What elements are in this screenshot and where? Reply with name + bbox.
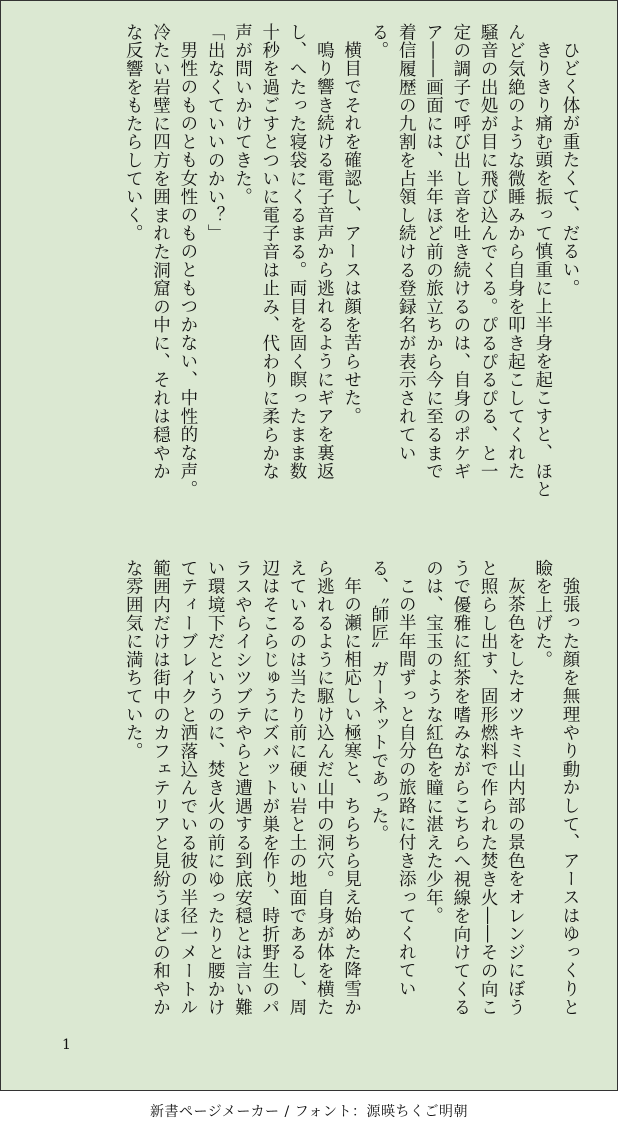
credit-line: 新書ページメーカー / フォント：源暎ちくご明朝	[150, 1104, 468, 1120]
text-column-top	[39, 23, 583, 498]
text-column-bottom	[39, 559, 583, 1019]
paragraph: 鳴り響き続ける電子音声から逃れるようにギアを裏返し、へたった寝袋にくるまる。両目を固く瞑ったまま数十秒を過ごすとついに電子音は止み、代わりに柔らかな声が問いかけてきた。	[232, 23, 335, 481]
paragraph: 灰茶色をしたオツキミ山内部の景色をオレンジにぼうと照らし出す、固形燃料で作られた焚き火――その向こうで優雅に紅茶を嗜みながらこちらへ視線を向けてくるのは、宝玉のような紅色を瞳に湛えた少年。	[423, 559, 526, 1017]
paragraph: 年の瀬に相応しい極寒と、ちらちら見え始めた降雪から逃れるように駆け込んだ山中の洞穴。自身が体を横たえているのは当たり前に硬い岩と土の地面であるし、周辺はそこらじゅうにズバットが巣を作り、時折野生のパラスやらイシツブテやらと遭遇する到底安穏とは言い難い環境下だというのに、焚き火の前にゆったりと腰かけてティーブレイクと洒落込んでいる彼の半径一メートル範囲内だけは街中のカフェテリアと見紛うほどの和やかな雰囲気に満ちていた。	[123, 559, 362, 1017]
paragraph: この半年間ずっと自分の旅路に付き添ってくれている、〝師匠〟ガーネットであった。	[368, 559, 417, 998]
paragraph: 横目でそれを確認し、アースは顔を苦らせた。	[341, 40, 362, 425]
paragraph: ひどく体が重たくて、だるい。	[560, 40, 580, 297]
page-number: 1	[62, 1037, 71, 1053]
paragraph: 強張った顔を無理やり動かして、アースはゆっくりと瞼を上げた。	[532, 559, 580, 1016]
dialogue-line: 「出なくていいのかい？」	[205, 23, 226, 243]
paragraph: 男性のものとも女性のものともつかない、中性的な声。冷たい岩壁に四方を囲まれた洞窟の中に、それは穏やかな反響をもたらしていく。	[123, 23, 198, 498]
paragraph: きりきり痛む頭を振って慎重に上半身を起こすと、ほとんど気絶のような微睡みから自身を叩き起こしてくれた騒音の出処が目に飛び込んでくる。ぴるぴるぴる、と一定の調子で呼び出し音を吐き続けるのは、自身のポケギア――画面には、半年ほど前の旅立ちから今に至るまで着信履歴の九割を占領し続ける登録名が表示されている。	[368, 23, 553, 498]
